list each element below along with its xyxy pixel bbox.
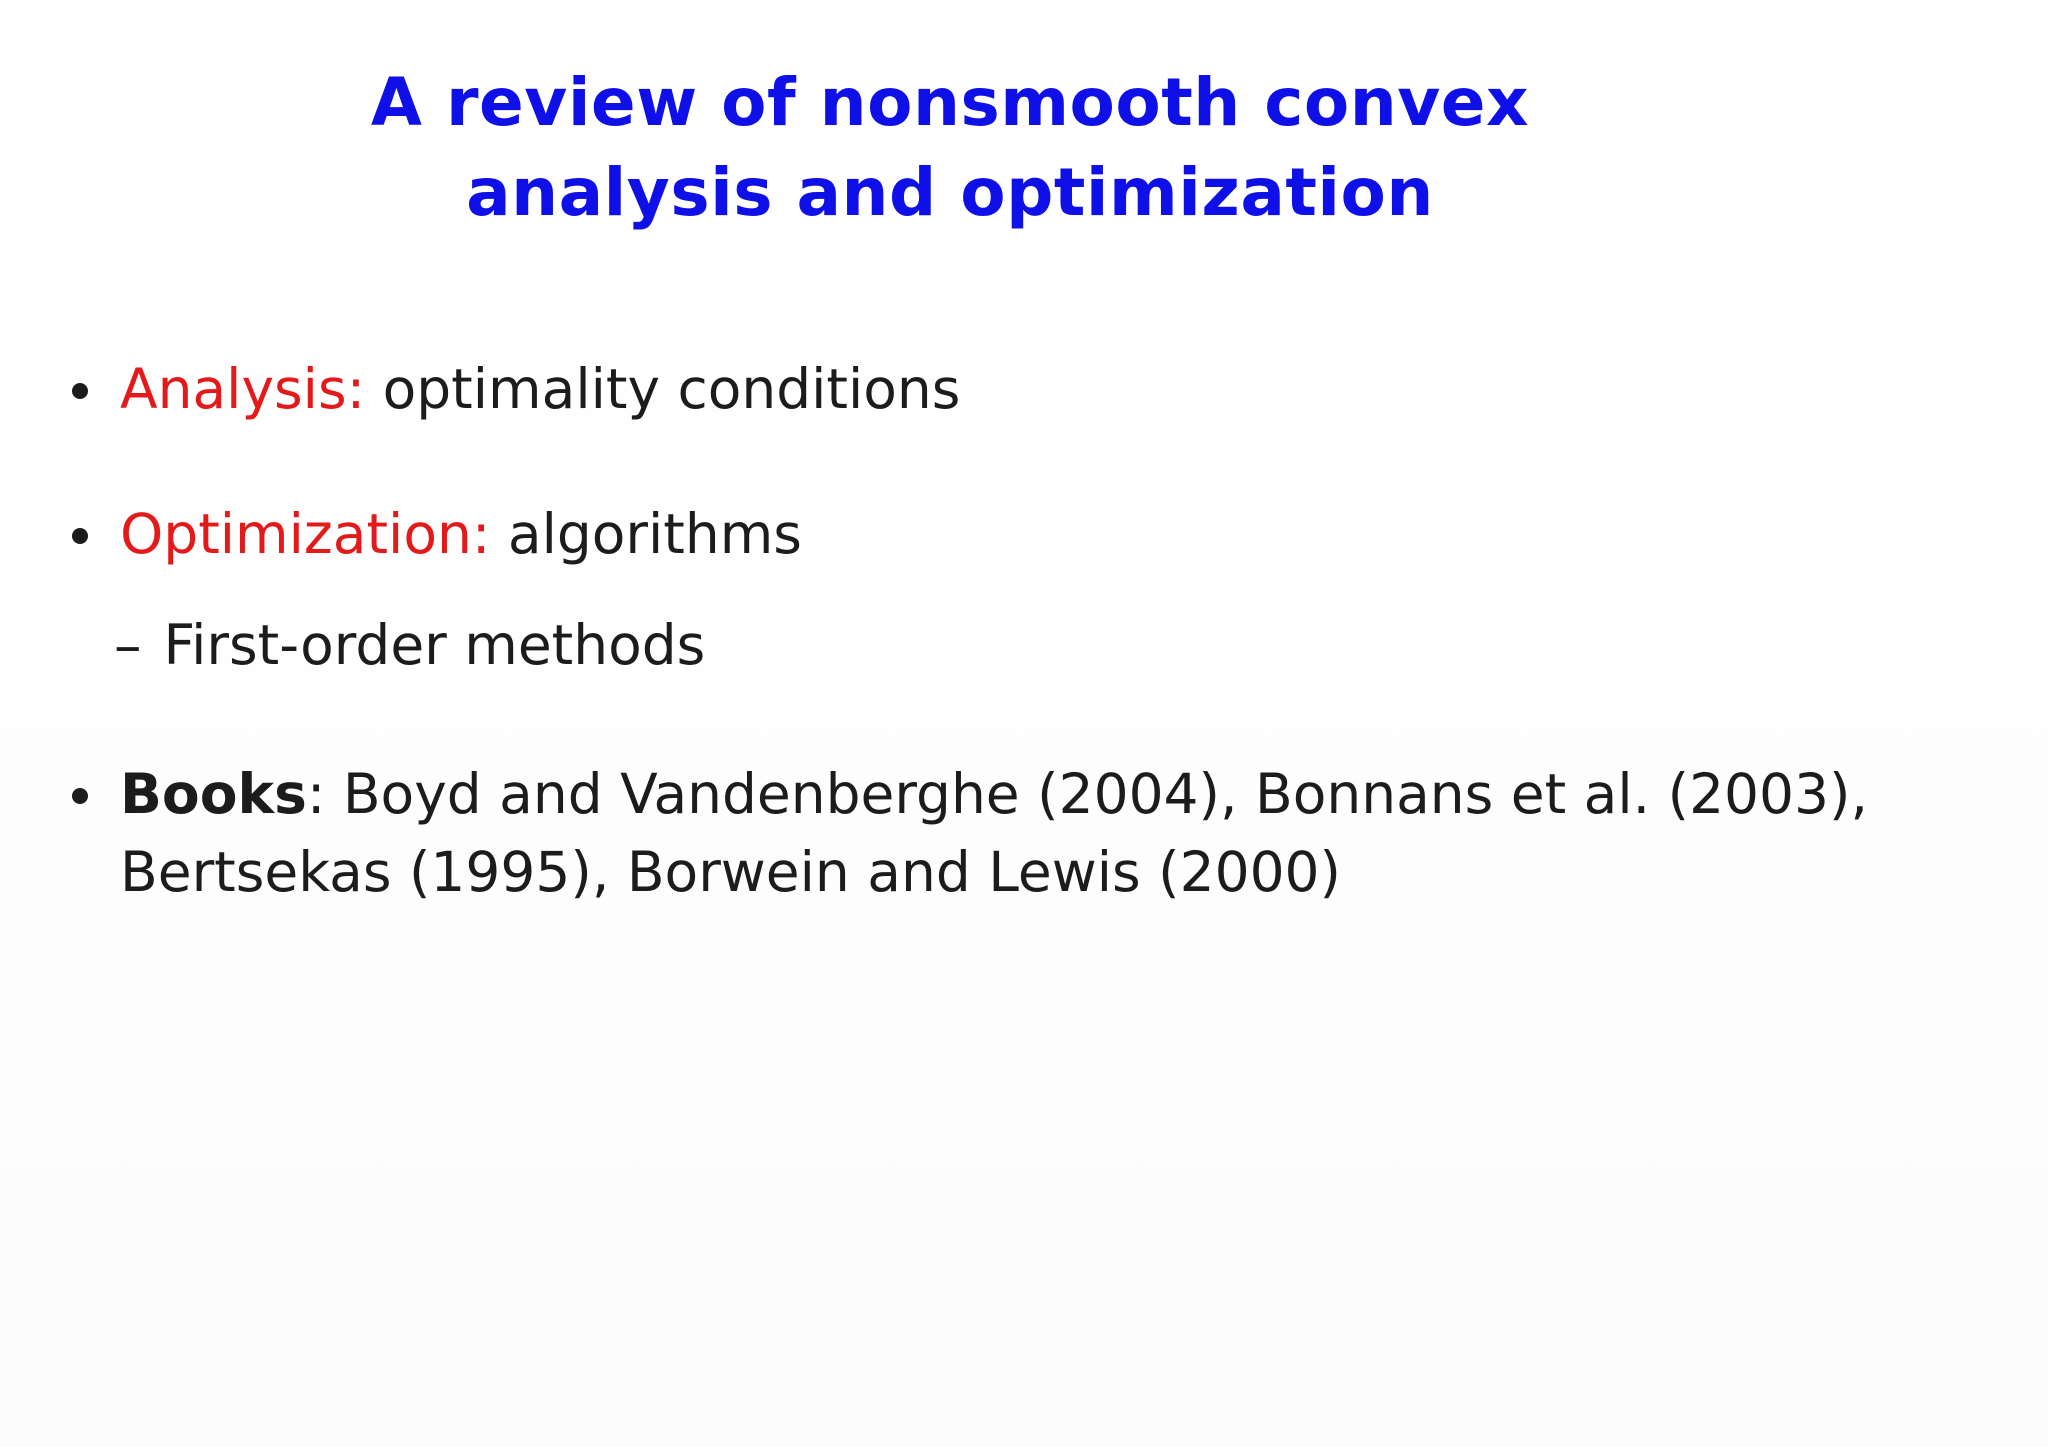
title-line-1: A review of nonsmooth convex: [370, 64, 1530, 141]
bullet-analysis-body: optimality conditions: [382, 357, 961, 421]
bullet-optimization-label: Optimization:: [120, 502, 491, 566]
dash-icon: –: [114, 613, 142, 677]
bullet-optimization-text: [120, 495, 802, 573]
bullet-books-line2: Bertsekas (1995), Borwein and Lewis (2000): [120, 840, 1342, 904]
title-line-2: analysis and optimization: [466, 154, 1434, 231]
bullet-dot-icon: [72, 528, 88, 544]
bullet-dot-icon: [72, 383, 88, 399]
bullet-books-text: [120, 755, 1868, 833]
bullet-analysis-label: Analysis:: [120, 357, 366, 421]
slide-title: [0, 58, 1900, 238]
bullet-books-line1: : Boyd and Vandenberghe (2004), Bonnans et al. (2003),: [306, 762, 1868, 826]
sub-bullet-first-order-text: First-order methods: [163, 613, 706, 677]
bullet-analysis-text: [120, 350, 960, 428]
bullet-books-label: Books: [120, 762, 307, 826]
sub-bullet-first-order: [114, 606, 705, 684]
bullet-optimization-body: algorithms: [507, 502, 802, 566]
bullet-dot-icon: [72, 788, 88, 804]
